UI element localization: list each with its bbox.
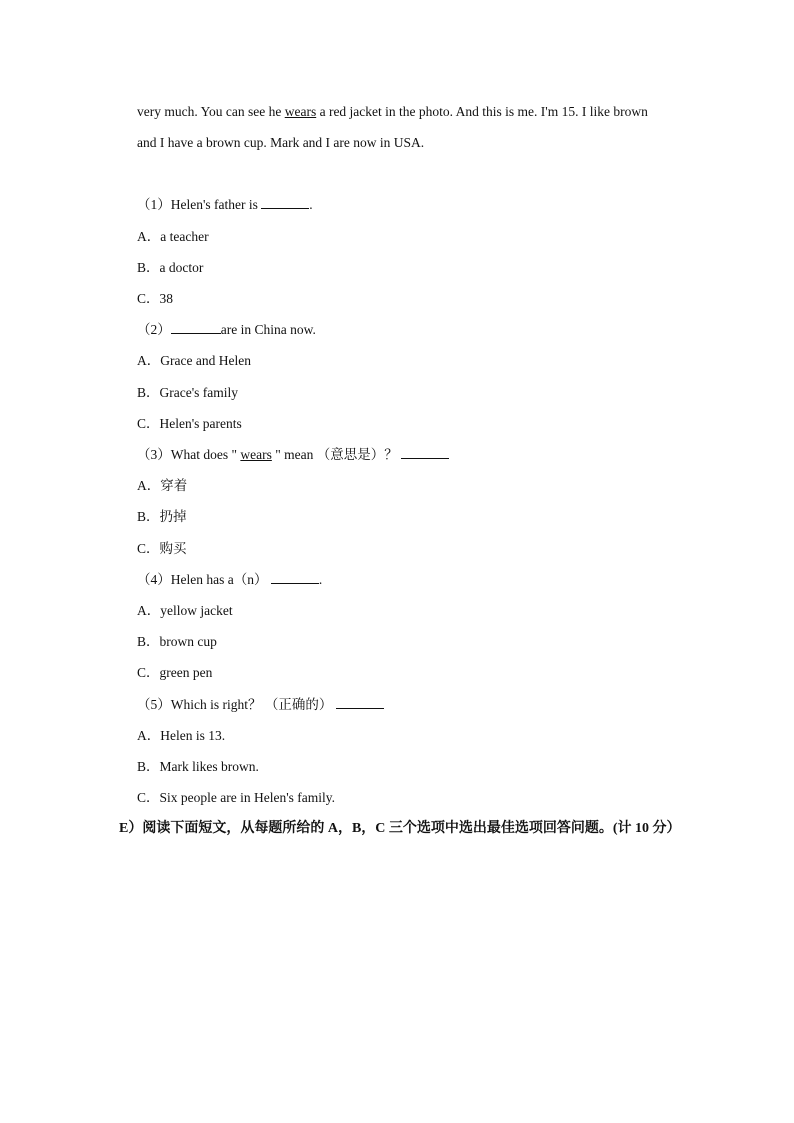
answer-blank[interactable] xyxy=(336,696,384,709)
question-1-option-b: B．a doctor xyxy=(137,260,204,275)
question-text: Helen has a（n） xyxy=(170,572,271,587)
underlined-word: wears xyxy=(284,104,317,119)
question-4-option-c: C．green pen xyxy=(137,665,213,680)
question-number: （4） xyxy=(137,572,171,587)
question-1-option-a: A．a teacher xyxy=(137,229,209,244)
passage-text: very much. You can see he xyxy=(137,104,285,119)
underlined-word: wears xyxy=(240,447,272,462)
question-number: （5） xyxy=(137,697,171,712)
question-text: are in China now. xyxy=(220,322,316,337)
passage-line-2: and I have a brown cup. Mark and I are now in USA. xyxy=(137,135,425,150)
question-3-option-c: C．购买 xyxy=(137,541,187,556)
answer-blank[interactable] xyxy=(171,321,221,334)
question-text: Which is right？ （正确的） xyxy=(170,697,336,712)
question-number: （2） xyxy=(137,322,171,337)
question-text: Helen's father is xyxy=(170,197,262,212)
passage-text: a red jacket in the photo. And this is me. I'm 15. I like brown xyxy=(316,104,648,119)
question-text: " mean （意思是）？ xyxy=(271,447,402,462)
answer-blank[interactable] xyxy=(401,446,449,459)
question-number: （1） xyxy=(137,197,171,212)
answer-blank[interactable] xyxy=(261,196,309,209)
question-2-option-a: A．Grace and Helen xyxy=(137,353,251,368)
question-text: . xyxy=(309,197,313,212)
question-3-option-a: A．穿着 xyxy=(137,478,188,493)
section-heading: E）阅读下面短文，从每题所给的 A，B，C 三个选项中选出最佳选项回答问题。(计 10 分） xyxy=(119,821,681,836)
question-3-stem xyxy=(137,446,449,464)
question-4-option-b: B．brown cup xyxy=(137,634,217,649)
question-text: . xyxy=(318,572,323,587)
question-5-option-c: C．Six people are in Helen's family. xyxy=(137,790,336,805)
question-2-option-b: B．Grace's family xyxy=(137,385,239,400)
question-number: （3） xyxy=(137,447,171,462)
passage-line-1 xyxy=(137,103,648,121)
question-4-option-a: A．yellow jacket xyxy=(137,603,233,618)
question-text: What does " xyxy=(170,447,241,462)
question-3-option-b: B．扔掉 xyxy=(137,509,187,524)
answer-blank[interactable] xyxy=(271,571,319,584)
question-2-option-c: C．Helen's parents xyxy=(137,416,242,431)
question-5-option-a: A．Helen is 13. xyxy=(137,728,226,743)
question-1-stem xyxy=(137,196,313,214)
question-5-option-b: B．Mark likes brown. xyxy=(137,759,259,774)
question-2-stem xyxy=(137,321,316,339)
question-1-option-c: C．38 xyxy=(137,291,174,306)
question-5-stem xyxy=(137,696,384,714)
question-4-stem xyxy=(137,571,322,589)
